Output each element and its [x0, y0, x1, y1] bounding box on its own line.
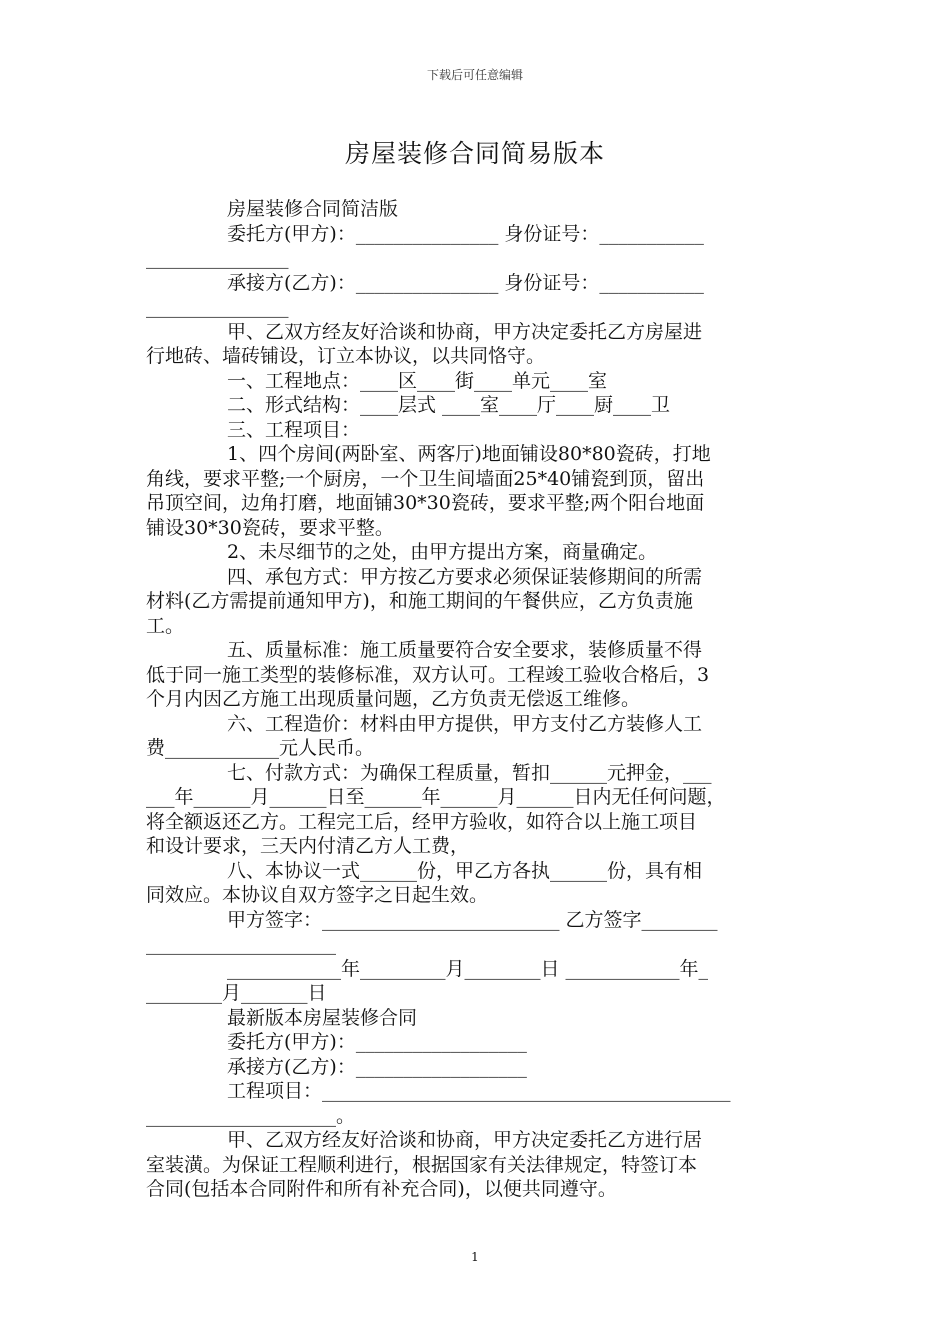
contract-line: 三、工程项目：	[227, 418, 361, 441]
contract-line: 委托方(甲方)：__________________	[227, 1031, 527, 1053]
document-title: 房屋装修合同简易版本	[344, 139, 605, 168]
contract-line: 材料(乙方需提前通知甲方)，和施工期间的午餐供应，乙方负责施	[146, 590, 693, 612]
contract-line: 室装潢。为保证工程顺利进行，根据国家有关法律规定，特签订本	[146, 1153, 698, 1176]
header-note: 下载后可任意编辑	[426, 68, 523, 82]
contract-line: 甲、乙双方经友好洽谈和协商，甲方决定委托乙方房屋进	[227, 320, 703, 343]
contract-line: 五、质量标准：施工质量要符合安全要求，装修质量不得	[227, 639, 703, 661]
contract-line: _______________	[146, 296, 289, 318]
contract-line: 工程项目：___________________________________________	[227, 1080, 731, 1102]
contract-line: 费____________元人民币。	[146, 737, 375, 759]
contract-line: ____________年_________月________日 ____________年_	[227, 957, 709, 980]
contract-line: 2、未尽细节的之处，由甲方提出方案，商量确定。	[227, 541, 658, 563]
contract-line: ________月_______日	[146, 982, 327, 1004]
contract-line: 个月内因乙方施工出现质量问题，乙方负责无偿返工维修。	[146, 688, 641, 710]
contract-line: 承接方(乙方)：__________________	[227, 1055, 527, 1078]
contract-line: 房屋装修合同简洁版	[227, 198, 399, 220]
contract-line: 四、承包方式：甲方按乙方要求必须保证装修期间的所需	[227, 565, 703, 588]
contract-line: ____________________。	[146, 1104, 356, 1127]
contract-line: 承接方(乙方)：_______________ 身份证号：___________	[227, 271, 704, 294]
contract-line: 最新版本房屋装修合同	[227, 1006, 418, 1029]
contract-line: ___年______月______日至______年______月______日内无任何问题，	[146, 786, 726, 808]
contract-line: 1、四个房间(两卧室、两客厅)地面铺设80*80瓷砖，打地	[227, 443, 711, 465]
contract-line: 甲方签字：_________________________ 乙方签字________	[227, 908, 718, 931]
contract-line: 角线，要求平整;一个厨房，一个卫生间墙面25*40铺瓷到顶，留出	[146, 467, 705, 490]
contract-line: 工。	[146, 614, 185, 637]
contract-line: 铺设30*30瓷砖，要求平整。	[146, 516, 394, 539]
contract-line: 八、本协议一式______份，甲乙方各执______份，具有相	[227, 859, 703, 882]
contract-line: 同效应。本协议自双方签字之日起生效。	[146, 884, 489, 906]
contract-line: 吊顶空间，边角打磨，地面铺30*30瓷砖，要求平整;两个阳台地面	[146, 492, 705, 514]
contract-line: ____________________	[146, 933, 336, 955]
contract-line: 甲、乙双方经友好洽谈和协商，甲方决定委托乙方进行居	[227, 1129, 703, 1151]
contract-line: 合同(包括本合同附件和所有补充合同)，以便共同遵守。	[146, 1178, 617, 1200]
contract-line: 二、形式结构：____层式 ____室____厅____厨____卫	[227, 394, 671, 416]
contract-line: _______________	[146, 247, 289, 269]
contract-line: 低于同一施工类型的装修标准，双方认可。工程竣工验收合格后，3	[146, 663, 710, 686]
contract-body	[146, 197, 798, 1202]
contract-line: 一、工程地点：____区____街____单元____室	[227, 369, 608, 392]
contract-line: 将全额返还乙方。工程完工后，经甲方验收，如符合以上施工项目	[146, 810, 698, 833]
contract-line: 委托方(甲方)：_______________ 身份证号：___________	[227, 222, 704, 245]
contract-line: 行地砖、墙砖铺设，订立本协议，以共同恪守。	[146, 345, 546, 367]
contract-line: 七、付款方式：为确保工程质量，暂扣______元押金，___	[227, 761, 712, 784]
page-number: 1	[471, 1250, 479, 1264]
contract-line: 和设计要求，三天内付清乙方人工费，	[146, 835, 470, 857]
contract-line: 六、工程造价：材料由甲方提供，甲方支付乙方装修人工	[227, 712, 703, 735]
